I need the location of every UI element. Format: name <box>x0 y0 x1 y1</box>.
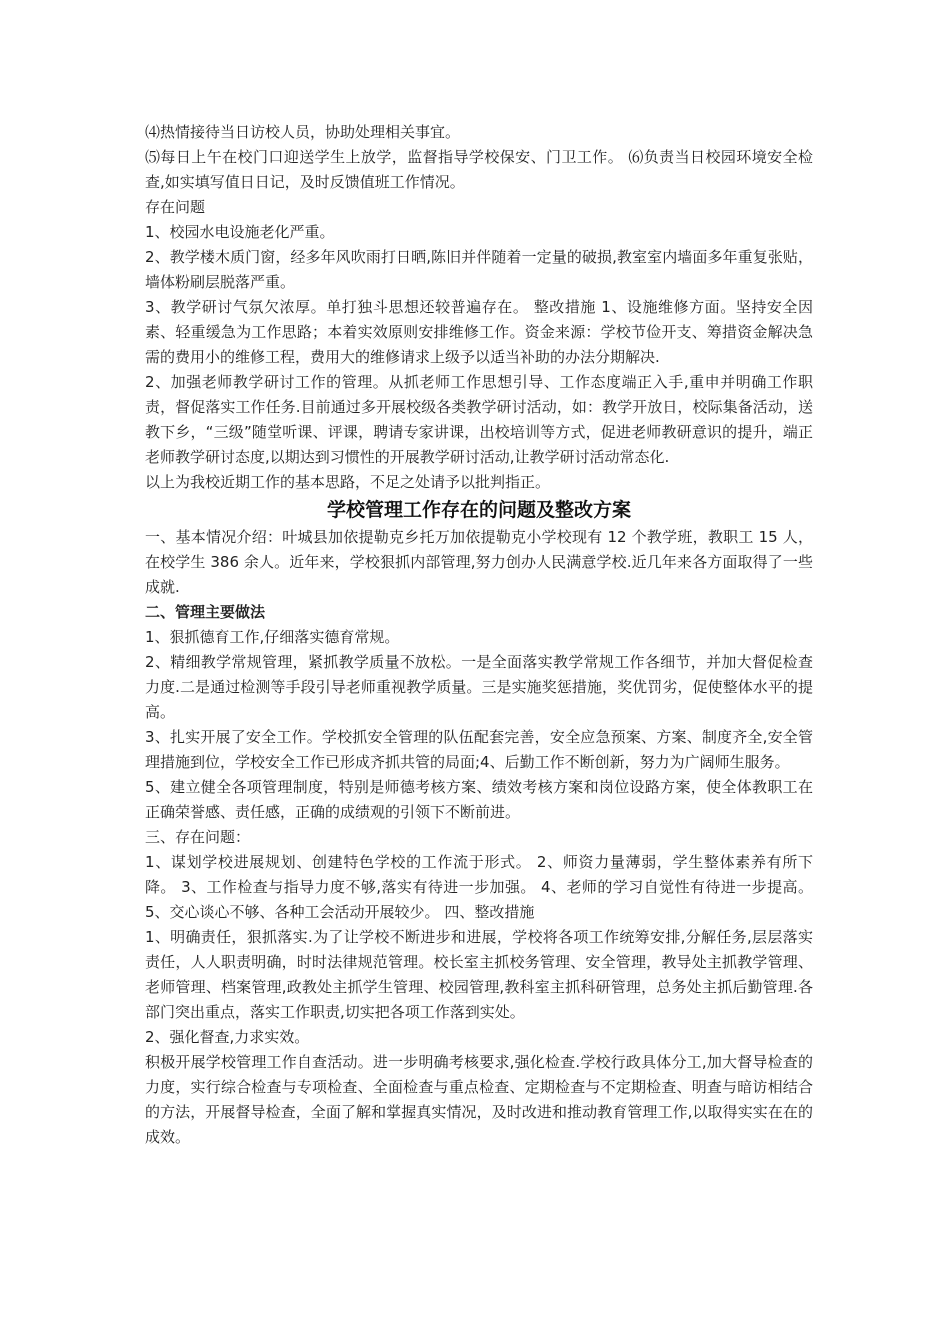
paragraph-practice-3-4: 3、扎实开展了安全工作。学校抓安全管理的队伍配套完善，安全应急预案、方案、制度齐全,安全管理措施到位，学校安全工作已形成齐抓共管的局面;4、后勤工作不断创新，努力为广阔师生服务。 <box>145 728 813 771</box>
paragraph-problem-2: 2、教学楼木质门窗，经多年风吹雨打日晒,陈旧并伴随着一定量的破损,教室室内墙面多年重复张贴，墙体粉刷层脱落严重。 <box>145 248 813 291</box>
document-title: 学校管理工作存在的问题及整改方案 <box>326 499 631 521</box>
paragraph-rectification-2-body: 积极开展学校管理工作自查活动。进一步明确考核要求,强化检查.学校行政具体分工,加大督导检查的力度，实行综合检查与专项检查、全面检查与重点检查、定期检查与不定期检查、明查与暗访相结合的方法，开展督导检查，全面了解和掌握真实情况，及时改进和推动教育管理工作,以取得实实在在的成效。 <box>145 1053 813 1146</box>
paragraph-closing: 以上为我校近期工作的基本思路，不足之处请予以批判指正。 <box>145 473 551 491</box>
paragraph-practice-1: 1、狠抓德育工作,仔细落实德育常规。 <box>145 628 400 646</box>
heading-management-practices: 二、管理主要做法 <box>145 603 266 621</box>
paragraph-rectification-1: 1、明确责任，狠抓落实.为了让学校不断进步和进展，学校将各项工作统筹安排,分解任务,层层落实责任，人人职责明确，时时法律规范管理。校长室主抓校务管理、安全管理，教导处主抓教学管理、老师管理、档案管理,政教处主抓学生管理、校园管理,教科室主抓科研管理，总务处主抓后勤管理.各部门突出重点，落实工作职责,切实把各项工作落到实处。 <box>145 928 813 1021</box>
paragraph-duty-4: ⑷热情接待当日访校人员，协助处理相关事宜。 <box>145 123 461 141</box>
paragraph-problem-1: 1、校园水电设施老化严重。 <box>145 223 335 241</box>
document-page <box>145 120 813 1150</box>
paragraph-measure-2: 2、加强老师教学研讨工作的管理。从抓老师工作思想引导、工作态度端正入手,重申并明确工作职责，督促落实工作任务.目前通过多开展校级各类教学研讨活动，如：教学开放日，校际集备活动，送教下乡，“三级”随堂听课、评课，聘请专家讲课，出校培训等方式，促进老师教研意识的提升，端正老师教学研讨态度,以期达到习惯性的开展教学研讨活动,让教学研讨活动常态化. <box>145 373 813 466</box>
heading-existing-problems: 存在问题 <box>145 198 206 216</box>
paragraph-practice-2: 2、精细教学常规管理，紧抓教学质量不放松。一是全面落实教学常规工作各细节，并加大督促检查力度.二是通过检测等手段引导老师重视教学质量。三是实施奖惩措施，奖优罚劣，促使整体水平的提高。 <box>145 653 813 721</box>
paragraph-duty-5-6: ⑸每日上午在校门口迎送学生上放学，监督指导学校保安、门卫工作。 ⑹负责当日校园环境安全检查,如实填写值日日记，及时反馈值班工作情况。 <box>145 148 813 191</box>
heading-problems: 三、存在问题： <box>145 828 251 846</box>
paragraph-rectification-2-heading: 2、强化督查,力求实效。 <box>145 1028 310 1046</box>
paragraph-problem-3-measures: 3、教学研讨气氛欠浓厚。单打独斗思想还较普遍存在。 整改措施 1、设施维修方面。坚持安全因素、轻重缓急为工作思路；本着实效原则安排维修工作。资金来源：学校节俭开支、筹措资金解决急需的费用小的维修工程，费用大的维修请求上级予以适当补助的办法分期解决. <box>145 298 813 366</box>
paragraph-basic-info: 一、基本情况介绍：叶城县加依提勒克乡托万加依提勒克小学校现有 12 个教学班，教职工 15 人，在校学生 386 余人。近年来，学校狠抓内部管理,努力创办人民满意学校.近几年来各方面取得了一些成就. <box>145 528 813 596</box>
paragraph-problems-list: 1、谋划学校进展规划、创建特色学校的工作流于形式。 2、师资力量薄弱，学生整体素养有所下降。 3、工作检查与指导力度不够,落实有待进一步加强。 4、老师的学习自觉性有待进一步提高。 5、交心谈心不够、各种工会活动开展较少。 四、整改措施 <box>145 853 813 921</box>
paragraph-practice-5: 5、建立健全各项管理制度，特别是师德考核方案、绩效考核方案和岗位设路方案，使全体教职工在正确荣誉感、责任感，正确的成绩观的引领下不断前进。 <box>145 778 813 821</box>
